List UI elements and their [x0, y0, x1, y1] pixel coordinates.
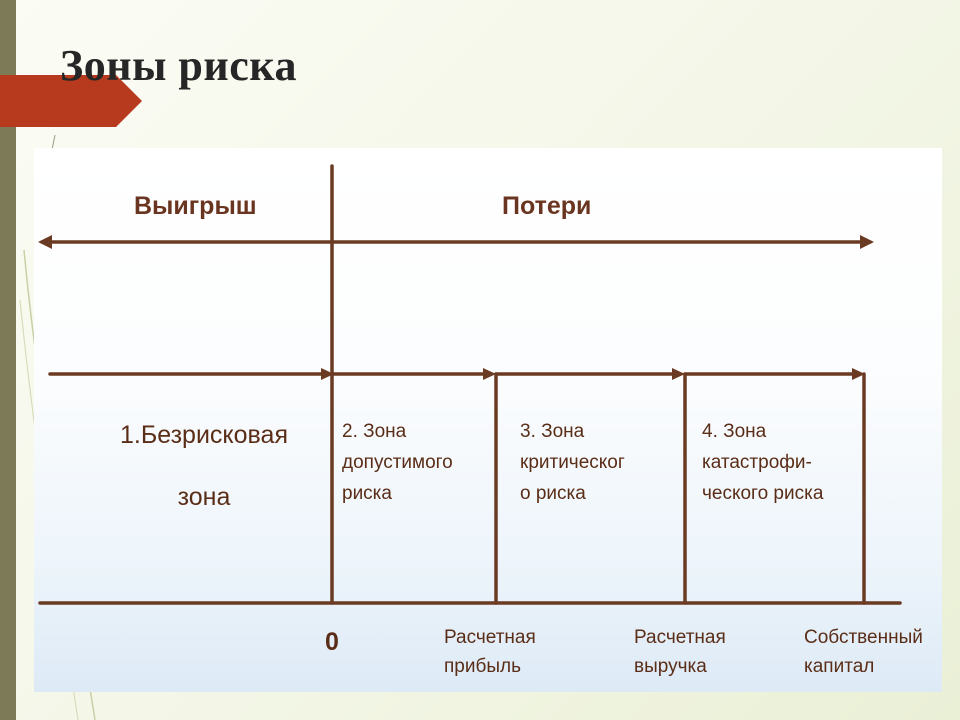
capital-axis-label: [804, 623, 923, 681]
revenue-axis-label: [634, 623, 726, 681]
zone3-line2: критическог: [520, 452, 625, 473]
loss-header: Потери: [502, 192, 592, 220]
zone4-line3: ческого риска: [702, 483, 824, 504]
zone1-line1: 1.Безрисковая: [119, 421, 288, 449]
revenue-line1: Расчетная: [634, 627, 726, 648]
zone4-line2: катастрофи-: [702, 452, 812, 473]
capital-line1: Собственный: [804, 627, 923, 648]
revenue-line2: выручка: [634, 656, 707, 677]
zone1-line2: зона: [177, 483, 231, 511]
axis-zero-label: 0: [325, 628, 339, 656]
risk-zones-diagram: [34, 148, 942, 692]
zone3-line3: о риска: [520, 483, 586, 504]
capital-line2: капитал: [804, 656, 875, 677]
zone2-line2: допустимого: [342, 452, 453, 473]
right-arrowhead: [860, 235, 874, 249]
zone1-label: [94, 404, 314, 528]
zone2-arrowhead: [483, 368, 496, 380]
slide-title: Зоны риска: [60, 41, 297, 90]
zone3-line1: 3. Зона: [520, 421, 585, 442]
profit-line1: Расчетная: [444, 627, 536, 648]
zone4-line1: 4. Зона: [702, 421, 767, 442]
zone2-line1: 2. Зона: [342, 421, 407, 442]
zone3-arrowhead: [672, 368, 685, 380]
left-arrowhead: [38, 235, 52, 249]
zone2-label: [342, 416, 453, 509]
profit-axis-label: [444, 623, 536, 681]
zone3-label: [520, 416, 625, 509]
zone2-line3: риска: [342, 483, 392, 504]
gain-header: Выигрыш: [134, 192, 257, 220]
profit-line2: прибыль: [444, 656, 521, 677]
zone4-label: [702, 416, 823, 509]
